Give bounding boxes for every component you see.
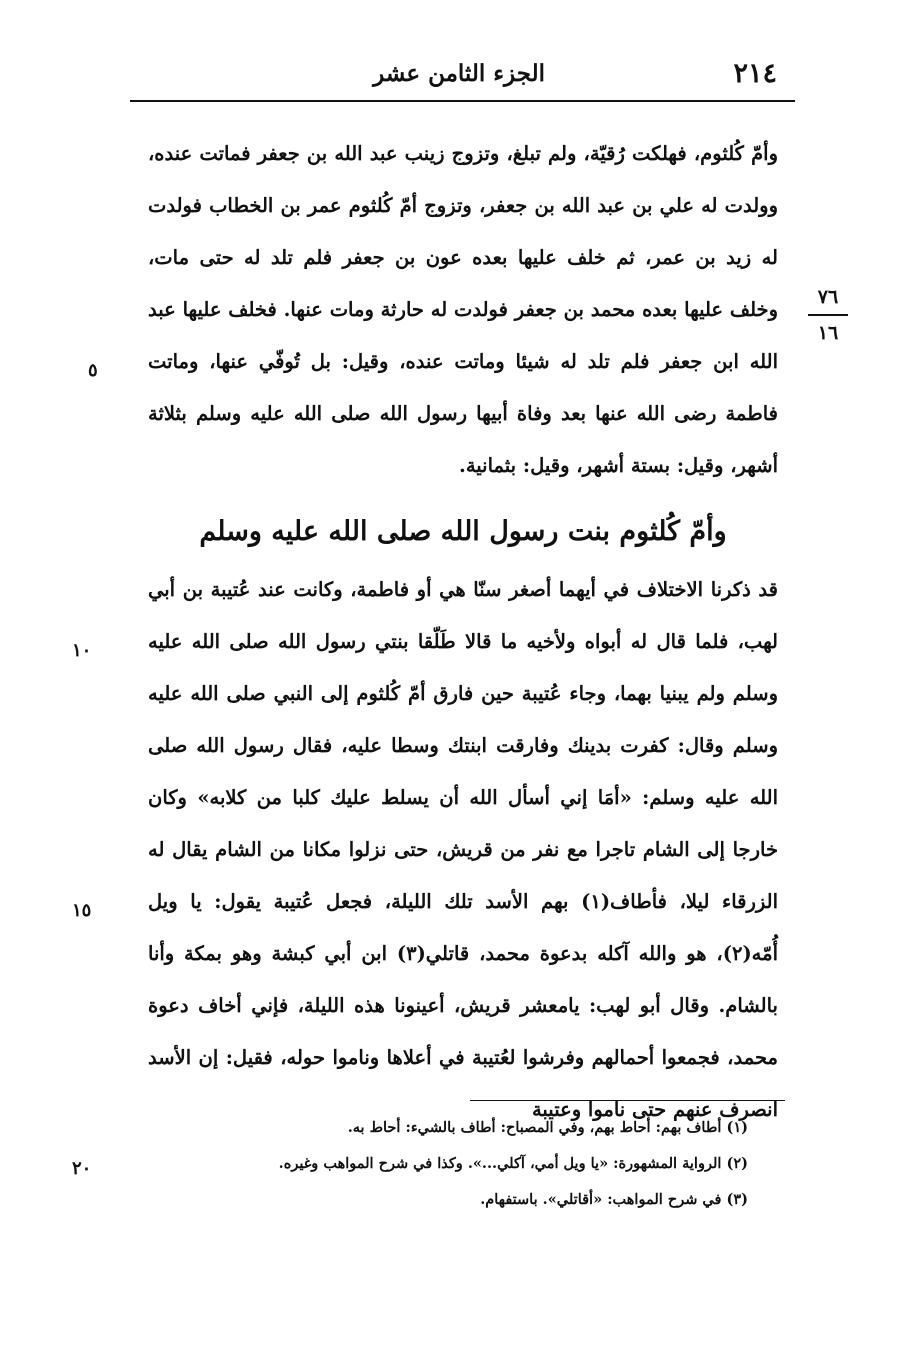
- main-text: [148, 128, 778, 1136]
- footnote-rule: [470, 1100, 785, 1101]
- page-header: [130, 58, 795, 98]
- line-number-15: ١٥: [72, 900, 92, 921]
- header-rule: [130, 100, 795, 102]
- line-number-5: ٥: [88, 360, 98, 381]
- footnote-2: (٢) الرواية المشهورة: «يا ويل أمي، آكلي...». وكذا في شرح المواهب وغيره.: [278, 1155, 748, 1172]
- page-number: ٢١٤: [733, 58, 777, 89]
- paragraph-2: قد ذكرنا الاختلاف في أيهما أصغر سنّا هي أو فاطمة، وكانت عند عُتيبة بن أبي لهب، فلما قال له أبواه ولأخيه ما قالا طَلّقا بنتي رسول الله صلى الله عليه وسلم ولم يبنيا بهما، وجاء عُتيبة حين فارق أمّ كُلثوم إلى النبي صلى الله عليه وسلم وقال: كفرت بدينك وفارقت ابنتك وسطا عليه، فقال رسول الله صلى الله عليه وسلم: «أمَا إني أسأل الله أن يسلط عليك كلبا من كلابه» وكان خارجا إلى الشام تاجرا مع نفر من قريش، حتى نزلوا مكانا من الشام يقال له الزرقاء ليلا، فأطاف(١) بهم الأسد تلك الليلة، فجعل عُتيبة يقول: يا ويل أُمّه(٢)، هو والله آكله بدعوة محمد، قاتلي(٣) ابن أبي كبشة وهو بمكة وأنا بالشام. وقال أبو لهب: يامعشر قريش، أعينونا هذه الليلة، فإني أخاف دعوة محمد، فجمعوا أحمالهم وفرشوا لعُتيبة في أعلاها وناموا حوله، فقيل: إن الأسد انصرف عنهم حتى ناموا وعتيبة: [148, 578, 778, 1121]
- paragraph-1: وأمّ كُلثوم، فهلكت رُقيّة، ولم تبلغ، وتزوج زينب عبد الله بن جعفر فماتت عنده، وولدت له علي بن عبد الله بن جعفر، وتزوج أمّ كُلثوم عمر بن الخطاب فولدت له زيد بن عمر، ثم خلف عليها بعده عون بن جعفر فلم تلد له حتى مات، وخلف عليها بعده محمد بن جعفر فولدت له حارثة ومات عنها. فخلف عليها عبد الله ابن جعفر فلم تلد له شيئا وماتت عنده، وقيل: بل تُوفّي عنها، وماتت فاطمة رضى الله عنها بعد وفاة أبيها رسول الله صلى الله عليه وسلم بثلاثة أشهر، وقيل: بستة أشهر، وقيل: بثمانية.: [148, 142, 778, 477]
- margin-reference-upper: ٧٦: [817, 286, 839, 308]
- footnote-3: (٣) في شرح المواهب: «أقاتلي». باستفهام.: [480, 1191, 748, 1208]
- margin-reference-divider: [808, 314, 848, 316]
- line-number-10: ١٠: [72, 640, 92, 661]
- running-title: الجزء الثامن عشر: [373, 60, 545, 87]
- section-title: وأمّ كُلثوم بنت رسول الله صلى الله عليه وسلم: [199, 516, 727, 547]
- footnote-1: (١) أطاف بهم: أحاط بهم، وفي المصباح: أطاف بالشيء: أحاط به.: [347, 1119, 748, 1136]
- line-number-20: ٢٠: [72, 1158, 92, 1179]
- margin-reference-lower: ١٦: [817, 322, 839, 344]
- footnotes: [150, 1110, 748, 1218]
- margin-page-reference: [808, 282, 848, 348]
